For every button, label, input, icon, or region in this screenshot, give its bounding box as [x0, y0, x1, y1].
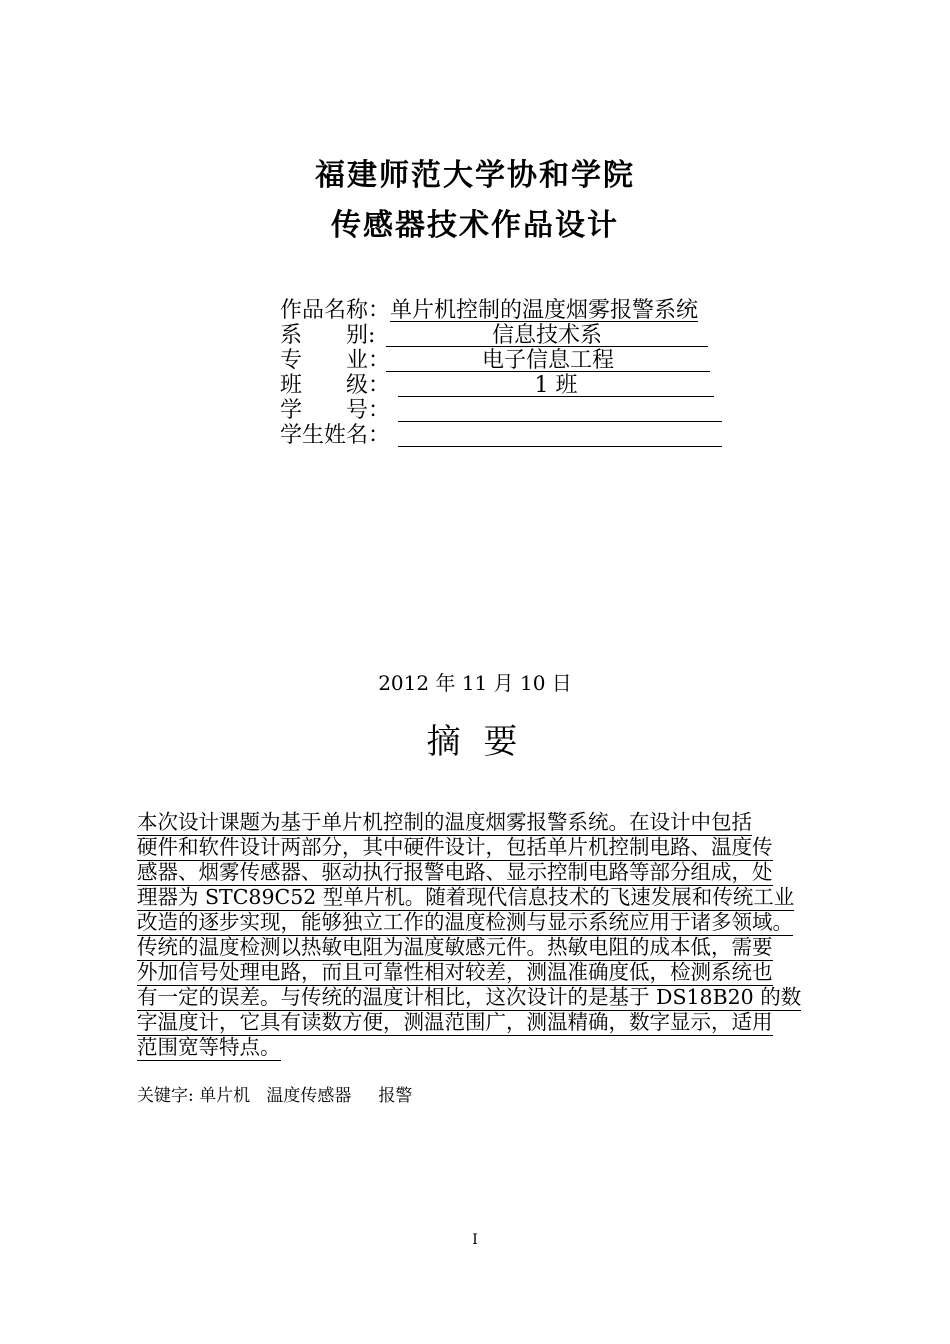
abstract-line: 硬件和软件设计两部分，其中硬件设计，包括单片机控制电路、温度传 — [137, 835, 773, 859]
major-label: 专 业： — [280, 348, 391, 373]
class-value: 1 班 — [398, 373, 714, 397]
page-number: I — [472, 1232, 478, 1248]
keywords-line: 关键字: 单片机 温度传感器 报警 — [137, 1086, 413, 1106]
abstract-line: 理器为 STC89C52 型单片机。随着现代信息技术的飞速发展和传统工业 — [137, 885, 795, 909]
department-field — [280, 323, 602, 348]
abstract-line: 传统的温度检测以热敏电阻为温度敏感元件。热敏电阻的成本低，需要 — [137, 935, 773, 959]
student-name-label: 学生姓名： — [280, 423, 391, 448]
student-id-value — [398, 398, 722, 422]
abstract-line: 有一定的误差。与传统的温度计相比，这次设计的是基于 DS18B20 的数 — [137, 985, 802, 1009]
abstract-line: 外加信号处理电路，而且可靠性相对较差，测温准确度低，检测系统也 — [137, 960, 773, 984]
work-name-value: 单片机控制的温度烟雾报警系统 — [390, 298, 699, 323]
date-line: 2012 年 11 月 10 日 — [378, 671, 572, 695]
department-value: 信息技术系 — [386, 323, 708, 347]
abstract-line: 范围宽等特点。 — [137, 1035, 281, 1059]
student-name-field — [280, 423, 390, 448]
student-id-field — [280, 398, 390, 423]
student-id-label: 学 号： — [280, 398, 391, 423]
abstract-line: 本次设计课题为基于单片机控制的温度烟雾报警系统。在设计中包括 — [137, 810, 752, 834]
class-field — [280, 373, 578, 398]
student-name-value — [398, 423, 722, 447]
work-name-field — [280, 298, 698, 323]
major-field — [280, 348, 614, 373]
abstract-line: 字温度计，它具有读数方便，测温范围广，测温精确，数字显示，适用 — [137, 1010, 773, 1034]
university-title: 福建师范大学协和学院 — [315, 158, 635, 193]
course-title: 传感器技术作品设计 — [331, 208, 619, 243]
class-label: 班 级： — [280, 373, 391, 398]
major-value: 电子信息工程 — [386, 348, 710, 372]
abstract-line: 改造的逐步实现，能够独立工作的温度检测与显示系统应用于诸多领域。 — [137, 910, 793, 934]
abstract-line: 感器、烟雾传感器、驱动执行报警电路、显示控制电路等部分组成，处 — [137, 860, 773, 884]
abstract-title: 摘 要 — [426, 722, 524, 762]
work-name-label: 作品名称： — [280, 298, 391, 323]
department-label: 系 别: — [280, 323, 376, 348]
